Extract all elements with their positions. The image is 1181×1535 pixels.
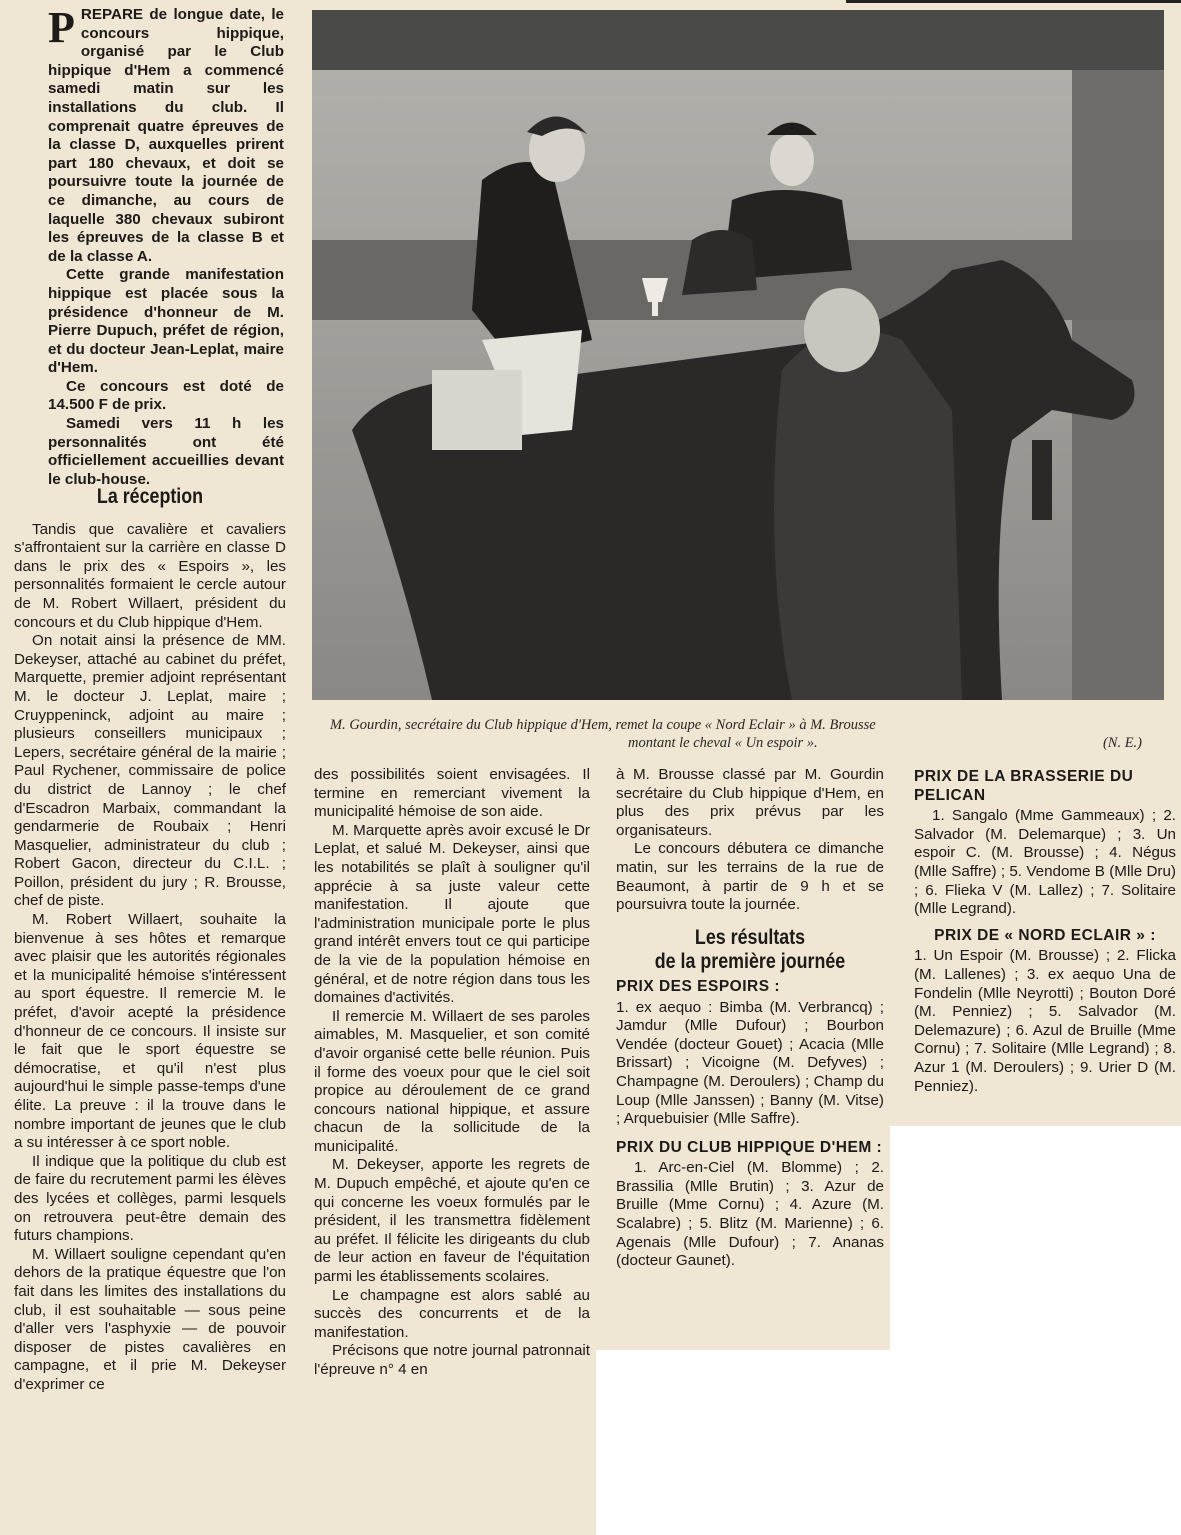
lead-paragraph-3: Ce concours est doté de 14.500 F de prix. [48, 377, 284, 414]
prize-title: PRIX DE « NORD ECLAIR » : [934, 926, 1156, 944]
prize-title: PRIX DE LA BRASSERIE DU PELICAN [914, 768, 1134, 804]
event-photo [312, 10, 1164, 700]
middle-column [314, 766, 590, 1380]
reception-paragraph: Il indique que la politique du club est de faire du recrutement parmi les élèves des lycées et collèges, parmi lesquels on retrouvera peut-être demain des futurs champions. [14, 1152, 286, 1245]
prize-results: 1. Un Espoir (M. Brousse) ; 2. Flicka (M. Lallenes) ; 3. ex aequo Una de Fondelin (Mlle Neyrotti) ; Bouton Doré (M. Penniez) ; 5. Salvador (M. Delemazure) ; 6. Azul de Bruille (Mme Cornu) ; 7. Solitaire (Mlle Legrand) ; 8. Azur 1 (M. Deroulers) ; 9. Urier D (M. Penniez). [914, 947, 1176, 1095]
column-rule [846, 0, 1181, 3]
lead-paragraph-2: Cette grande manifestation hippique est placée sous la présidence d'honneur de M. Pierre Dupuch, préfet de région, et du docteur Jean-Leplat, maire d'Hem. [48, 266, 284, 377]
reception-heading: La réception [96, 485, 204, 508]
results-heading: de la première journée [654, 950, 846, 974]
results-heading: Les résultats [694, 925, 806, 949]
photo-illustration [312, 10, 1164, 700]
lead-paragraph-4: Samedi vers 11 h les personnalités ont été officiellement accueillies devant le club-house. [48, 415, 284, 488]
body-paragraph: des possibilités soient envisagées. Il termine en remerciant vivement la municipalité hémoise de son aide. [314, 766, 590, 821]
prize-results: 1. Arc-en-Ciel (M. Blomme) ; 2. Brassilia (Mlle Brutin) ; 3. Azur de Bruille (Mme Cornu) ; 4. Azure (M. Scalabre) ; 5. Blitz (M. Marienne) ; 6. Agenais (Mlle Dufour) ; 7. Ananas (docteur Gaunet). [616, 1159, 884, 1270]
body-paragraph: Le concours débutera ce dimanche matin, sur les terrains de la rue de Beaumont, à partir de 9 h et se poursuivra toute la journée. [616, 840, 884, 914]
body-paragraph: M. Marquette après avoir excusé le Dr Leplat, et salué M. Dekeyser, ainsi que les notabilités se plaît à souligner qu'il apprécie à sa juste valeur cette manifestation. Il ajoute que l'administration municipale porte le plus grand intérêt envers tout ce qui participe de la vie de la population hémoise en général, et de notre région dans tous les domaines d'activités. [314, 821, 590, 1007]
photo-caption [330, 716, 1180, 752]
lead-column [48, 3, 284, 489]
body-paragraph: M. Dekeyser, apporte les regrets de M. Dupuch empêché, et ajoute qu'en ce qui concerne les voeux formulés par le président, il les transmettra fidèlement au préfet. Il félicite les dirigeants du club de leur action en faveur de l'équitation parmi les établissements scolaires. [314, 1156, 590, 1286]
body-paragraph: Précisons que notre journal patronnait l'épreuve n° 4 en [314, 1342, 590, 1378]
prize-title: PRIX DES ESPOIRS : [616, 977, 781, 995]
prize-results: 1. ex aequo : Bimba (M. Verbrancq) ; Jamdur (Mlle Dufour) ; Bourbon Vendée (docteur Gouet) ; Acacia (Mlle Brissart) ; Vicoigne (M. Defyves) ; Champagne (M. Deroulers) ; Champ du Loup (Mlle Janssen) ; Banny (M. Vitse) ; Arquebuisier (Mlle Saffre). [616, 998, 884, 1128]
paper-cutout [890, 1126, 1181, 1535]
caption-credit: (N. E.) [1102, 735, 1142, 751]
reception-paragraph: On notait ainsi la présence de MM. Dekeyser, attaché au cabinet du préfet, Marquette, premier adjoint représentant M. le docteur J. Leplat, maire ; Cruyppeninck, adjoint au maire ; plusieurs conseillers municipaux ; Lepers, secrétaire général de la mairie ; Paul Rychener, commissaire de police du district de Lannoy ; le chef d'Escadron Marbaix, commandant la gendarmerie de Roubaix ; Henri Masquelier, administrateur du club ; Robert Gacon, directeur du C.I.L. ; Poillon, président du jury ; R. Brousse, chef de piste. [14, 632, 286, 910]
dropcap: P [48, 3, 75, 52]
body-paragraph: Il remercie M. Willaert de ses paroles aimables, M. Masquelier, et son comité d'avoir organisé cette belle réunion. Puis il forme des voeux pour que le ciel soit propice au déroulement de ce grand concours national hippique, et assure chacun de la sollicitude de la municipalité. [314, 1007, 590, 1155]
lead-paragraph: REPARE de longue date, le concours hippique, organisé par le Club hippique d'Hem a commencé samedi matin sur les installations du club. Il comprenait quatre épreuves de la classe D, auxquelles prirent part 180 chevaux, et doit se poursuivre toute la journée de ce dimanche, au cours de laquelle 380 chevaux subiront les épreuves de la classe B et de la classe A. [48, 6, 284, 265]
reception-paragraph: M. Willaert souligne cependant qu'en dehors de la pratique équestre que l'on fait dans les limites des installations du club, il est souhaitable — sous peine d'aller vers l'asphyxie — de pouvoir disposer de pistes cavalières en campagne, et il prie M. Dekeyser d'exprimer ce [14, 1245, 286, 1393]
reception-paragraph: M. Robert Willaert, souhaite la bienvenue à ses hôtes et remarque avec plaisir que les autorités régionales et la municipalité hémoise s'intéressent au sport équestre. Il remercie M. le préfet, d'avoir acepté la présidence d'honneur de ce concours. Il insiste sur le fait que le sport équestre se démocratise, et qu'il n'est plus aujourd'hui le simple passe-temps d'une élite. La preuve : il la trouve dans le nombre important de jeunes que le club a su intéresser à ce sport noble. [14, 911, 286, 1152]
body-paragraph: Le champagne est alors sablé au succès des concurrents et de la manifestation. [314, 1286, 590, 1341]
caption-line: montant le cheval « Un espoir ». [628, 735, 818, 751]
caption-line: M. Gourdin, secrétaire du Club hippique d'Hem, remet la coupe « Nord Eclair » à M. Brousse [330, 717, 876, 733]
prize-results: 1. Sangalo (Mme Gammeaux) ; 2. Salvador (M. Delemarque) ; 3. Un espoir C. (M. Brousse) ; 4. Négus (Mlle Saffre) ; 5. Vendome B (Mlle Dru) ; 6. Flieka V (M. Lallez) ; 7. Solitaire (Mlle Legrand). [914, 807, 1176, 918]
reception-paragraph: Tandis que cavalière et cavaliers s'affrontaient sur la carrière en classe D dans le prix des « Espoirs », les personnalités formaient le cercle autour de M. Robert Willaert, président du concours et du Club hippique d'Hem. [14, 520, 286, 631]
body-paragraph: à M. Brousse classé par M. Gourdin secrétaire du Club hippique d'Hem, en plus des prix prévus par les organisateurs. [616, 766, 884, 839]
prizes-column [914, 766, 1176, 1096]
paper-cutout [596, 1350, 896, 1535]
prize-title: PRIX DU CLUB HIPPIQUE D'HEM : [616, 1138, 883, 1156]
results-column [616, 766, 884, 1271]
reception-column [14, 478, 286, 1395]
